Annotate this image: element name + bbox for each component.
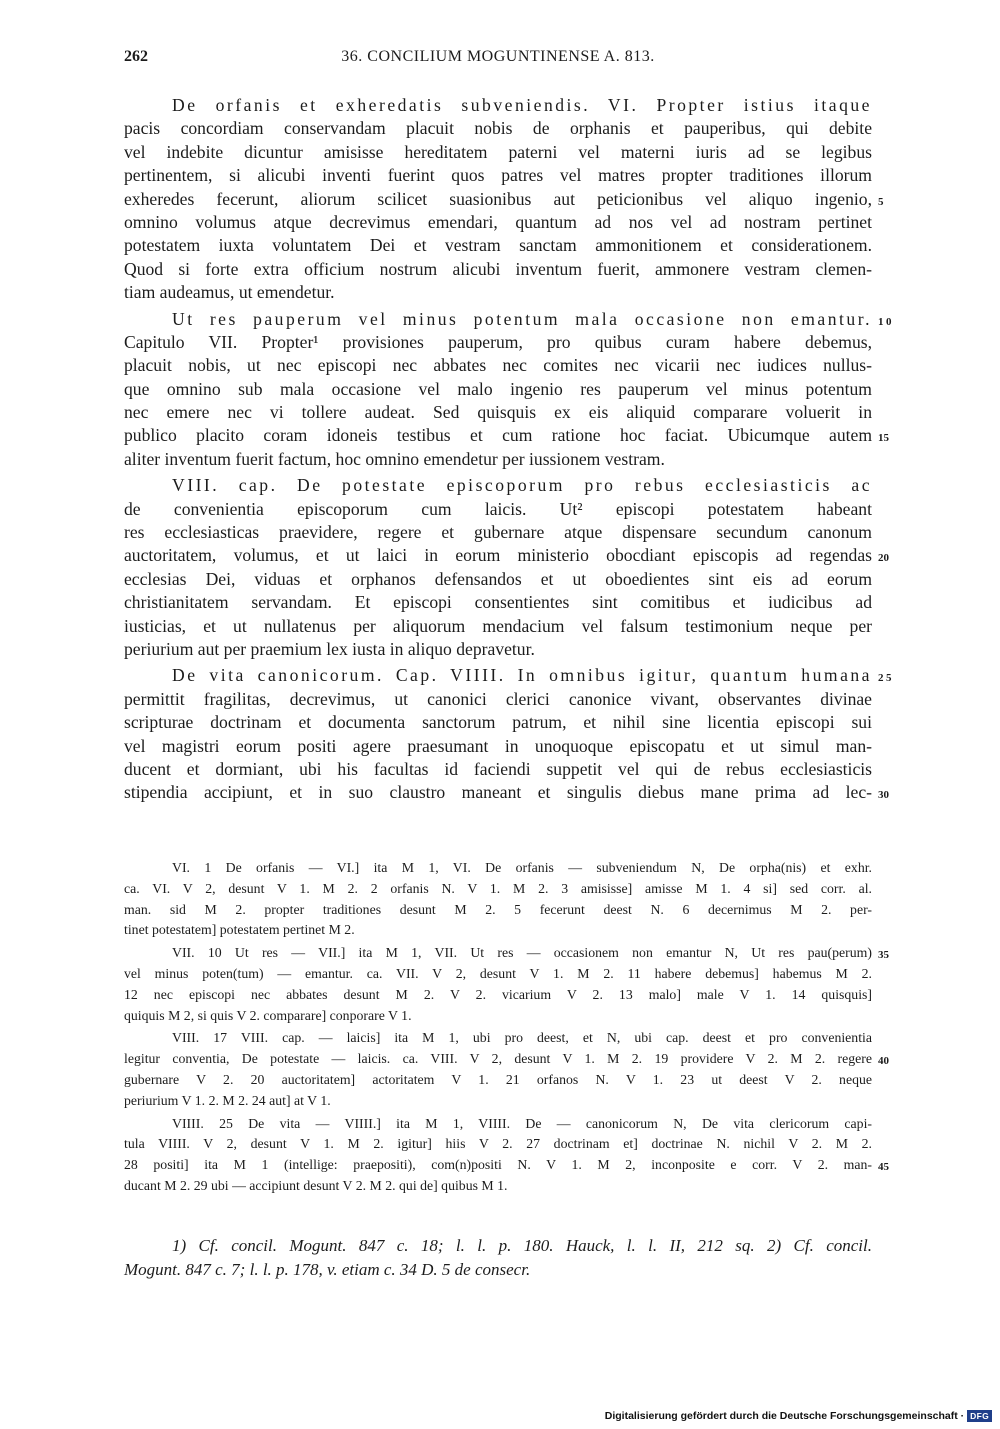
apparatus-line-text: VI. 1 De orfanis — VI.] ita M 1, VI. De orfanis — subveniendum N, De orpha(nis) et exhr. — [172, 860, 872, 875]
apparatus-line-text: vel minus poten(tum) — emantur. ca. VII. V 2, desunt V 1. M 2. 11 habere debemus] habemus M 2. — [124, 965, 872, 981]
text-line-text: christianitatem servandam. Et episcopi consentientes sint comitibus et iudicibus ad — [124, 592, 872, 613]
apparatus-line-text: VII. 10 Ut res — VII.] ita M 1, VII. Ut res — occasionem non emantur N, Ut res pau(perum) — [172, 945, 872, 961]
apparatus-line-text: quiquis M 2, si quis V 2. comparare] conporare V 1. — [124, 1007, 412, 1023]
apparatus-line-text: ducant M 2. 29 ubi — accipiunt desunt V 2. M 2. qui de] quibus M 1. — [124, 1177, 508, 1193]
apparatus-line — [124, 1176, 872, 1197]
footnote-line-text: Mogunt. 847 c. 7; l. l. p. 178, v. etiam c. 34 D. 5 de consecr. — [124, 1260, 531, 1279]
text-line — [124, 401, 872, 424]
text-line-text: De orfanis et exheredatis subveniendis. VI. Propter istius itaque — [172, 95, 872, 115]
apparatus-line — [124, 943, 889, 964]
line-number: 5 — [878, 195, 884, 208]
apparatus-line-text: gubernare V 2. 20 auctoritatem] actoritatem V 1. 21 orfanos N. V 1. 23 ut deest V 2. neque — [124, 1071, 872, 1087]
text-line — [124, 258, 872, 281]
text-line-text: iusticias, et ut nullatenus per aliquorum mendacium vel falsum testimonium neque per — [124, 615, 872, 636]
apparatus-line-text: VIII. 17 VIII. cap. — laicis] ita M 1, ubi pro deest, et N, ubi cap. deest et pro convenientia — [172, 1030, 872, 1046]
text-line — [124, 117, 872, 140]
text-line — [124, 234, 872, 257]
text-line-text: Quod si forte extra officium nostrum alicubi inventum fuerit, ammonere vestram clemen- — [124, 258, 872, 279]
credit-text: Digitalisierung gefördert durch die Deutsche Forschungsgemeinschaft · — [604, 1410, 965, 1422]
apparatus-line — [124, 985, 872, 1006]
line-number: 20 — [878, 552, 889, 565]
text-line-text: publico placito coram idoneis testibus et cum ratione hoc faciat. Ubicumque autem — [124, 425, 872, 446]
apparatus-line-text: man. sid M 2. propter traditiones desunt M 2. 5 fecerunt deest N. 6 decernimus M 2. per- — [124, 901, 872, 917]
footnote-line-text: 1) Cf. concil. Mogunt. 847 c. 18; l. l. p. 180. Hauck, l. l. II, 212 sq. 2) Cf. concil. — [172, 1236, 872, 1255]
text-line-text: res ecclesiasticas praevidere, regere et gubernare atque dispensare secundum canonum — [124, 522, 872, 543]
text-line — [124, 141, 872, 164]
text-line-text: exheredes fecerunt, aliorum scilicet suasionibus aut peticionibus vel aliquo ingenio, — [124, 188, 872, 209]
text-line — [124, 474, 872, 497]
text-line-text: stipendia accipiunt, et in suo claustro maneant et singulis diebus mane prima ad lec- — [124, 782, 872, 803]
text-line-text: pertinentem, si alicubi inventi fuerint quos patres vel matres propter traditiones illorum — [124, 165, 872, 186]
text-line-text: De vita canonicorum. Cap. VIIII. In omnibus igitur, quantum humana — [172, 665, 872, 686]
apparatus-line — [124, 1155, 889, 1176]
text-line — [124, 281, 872, 304]
apparatus-line — [124, 1028, 872, 1049]
text-line-text: de convenientia episcoporum cum laicis. Ut² episcopi potestatem habeant — [124, 498, 872, 519]
page-header — [124, 48, 872, 72]
line-number: 30 — [878, 789, 889, 802]
text-line-text: omnino volumus atque decrevimus emendari, quantum ad nos vel ad nostram pertinet — [124, 211, 872, 232]
text-line — [124, 188, 884, 211]
dfg-logo: DFG — [967, 1410, 992, 1422]
text-line-text: Ut res pauperum vel minus potentum mala occasione non emantur. — [172, 308, 872, 329]
text-line — [124, 424, 889, 447]
apparatus-line-text: 28 positi] ita M 1 (intellige: praepositi), com(n)positi N. V 1. M 2, inconposite e corr. V 2. man- — [124, 1157, 872, 1173]
text-line — [124, 568, 872, 591]
text-line-text: scripturae doctrinam et documenta sanctorum patrum, et nihil sine licentia episcopi sui — [124, 712, 872, 733]
text-line — [124, 688, 872, 711]
text-line-text: pacis concordiam conservandam placuit nobis de orphanis et pauperibus, qui debite — [124, 118, 872, 139]
text-line — [124, 735, 872, 758]
main-text — [124, 94, 894, 805]
text-line-text: placuit nobis, ut nec episcopi nec abbates nec comites nec vicarii nec iudices nullus- — [124, 355, 872, 376]
apparatus-line — [124, 1114, 872, 1135]
apparatus-line-text: ca. VI. V 2, desunt V 1. M 2. 2 orfanis N. V 1. M 2. 3 amisisse] amisse M 1. 4 si] sed corr. al. — [124, 880, 872, 896]
running-title: 36. CONCILIUM MOGUNTINENSE A. 813. — [341, 48, 655, 65]
text-line-text: nec emere nec vi tollere audeat. Sed quisquis ex eis aliquid comparare voluerit in — [124, 402, 872, 423]
text-line — [124, 544, 889, 567]
text-line — [124, 211, 872, 234]
apparatus-line — [124, 1049, 889, 1070]
text-line-text: VIII. cap. De potestate episcoporum pro rebus ecclesiasticis ac — [172, 475, 872, 496]
digitization-credit — [605, 1410, 992, 1422]
text-line-text: aliter inventum fuerit factum, hoc omnino emendetur per iussionem vestram. — [124, 448, 665, 469]
line-number: 10 — [878, 315, 894, 328]
text-line-text: ducent et dormiant, ubi his facultas id faciendi suppetit vel qui de rebus ecclesiasticis — [124, 758, 872, 779]
apparatus-line — [124, 920, 872, 941]
text-line — [124, 331, 872, 354]
page-number: 262 — [124, 48, 148, 65]
apparatus-line-text: tinet potestatem] potestatem pertinet M 2. — [124, 922, 355, 938]
footnote-line — [124, 1258, 872, 1282]
text-line-text: Capitulo VII. Propter¹ provisiones pauperum, pro quibus curam habere debemus, — [124, 331, 872, 352]
text-line — [124, 164, 872, 187]
critical-apparatus — [124, 858, 889, 1197]
line-number: 35 — [878, 949, 889, 962]
line-number: 15 — [878, 432, 889, 445]
text-line — [124, 378, 872, 401]
apparatus-line — [124, 1091, 872, 1112]
text-line — [124, 615, 872, 638]
text-line-text: permittit fragilitas, decrevimus, ut canonici clerici canonice vivant, observantes divinae — [124, 688, 872, 709]
apparatus-line — [124, 964, 872, 985]
footnotes — [124, 1234, 872, 1282]
apparatus-line-text: tula VIIII. V 2, desunt V 1. M 2. igitur] hiis V 2. 27 doctrinam et] doctrinae N. nichil V 2. M 2. — [124, 1136, 872, 1152]
text-line — [124, 711, 872, 734]
line-number: 40 — [878, 1055, 889, 1068]
text-line-text: potestatem iuxta voluntatem Dei et vestram sanctam ammonitionem et considerationem. — [124, 235, 872, 256]
text-line-text: vel indebite dicuntur amisisse hereditatem paterni vel materni iuris ad se legibus — [124, 141, 872, 162]
apparatus-line — [124, 1006, 872, 1027]
text-line — [124, 308, 894, 331]
text-line — [124, 591, 872, 614]
text-line — [124, 521, 872, 544]
apparatus-line — [124, 858, 872, 879]
text-line-text: tiam audeamus, ut emendetur. — [124, 282, 335, 303]
text-line — [124, 758, 872, 781]
line-number: 25 — [878, 672, 894, 685]
text-line — [124, 354, 872, 377]
text-line — [124, 664, 894, 687]
apparatus-line-text: periurium V 1. 2. M 2. 24 aut] at V 1. — [124, 1092, 331, 1108]
text-line — [124, 781, 889, 804]
text-line — [124, 94, 872, 117]
footnote-line — [124, 1234, 872, 1258]
apparatus-line — [124, 1070, 872, 1091]
apparatus-line-text: 12 nec episcopi nec abbates desunt M 2. V 2. vicarium V 2. 13 malo] male V 1. 14 quisquis] — [124, 986, 872, 1002]
text-line-text: auctoritatem, volumus, et ut laici in eorum ministerio obocdiant episcopis ad regendas — [124, 545, 872, 566]
apparatus-line-text: VIIII. 25 De vita — VIIII.] ita M 1, VIIII. De — canonicorum N, De vita clericorum capi- — [172, 1115, 872, 1131]
apparatus-line — [124, 900, 872, 921]
text-line — [124, 498, 872, 521]
text-line-text: vel magistri eorum positi agere praesumant in unoquoque episcopatu et ut simul man- — [124, 735, 872, 756]
apparatus-line-text: legitur conventia, De potestate — laicis. ca. VIII. V 2, desunt V 1. M 2. 19 providere V 2. M 2. regere — [124, 1051, 872, 1067]
text-line — [124, 448, 872, 471]
apparatus-line — [124, 1134, 872, 1155]
line-number: 45 — [878, 1161, 889, 1174]
text-line-text: que omnino sub mala occasione vel malo ingenio res pauperum vel minus potentum — [124, 378, 872, 399]
text-line — [124, 638, 872, 661]
apparatus-line — [124, 879, 872, 900]
text-line-text: periurium aut per praemium lex iusta in aliquo depravetur. — [124, 638, 535, 659]
text-line-text: ecclesias Dei, viduas et orphanos defensandos et ut oboedientes sint eis ad eorum — [124, 568, 872, 589]
